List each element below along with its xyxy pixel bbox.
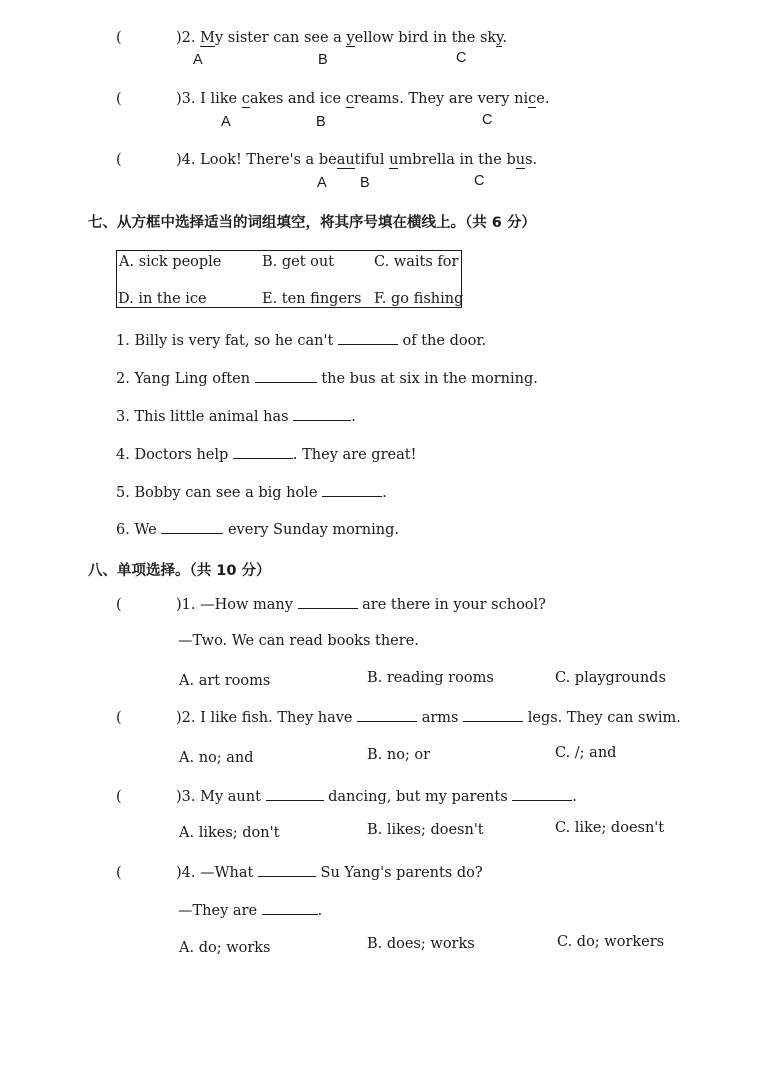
option-label-b: B (318, 52, 328, 68)
section-7-title: 七、从方框中选择适当的词组填空，将其序号填在横线上。（共 6 分） (88, 215, 536, 231)
fill-question-1: 1. Billy is very fat, so he can't of the door. (116, 333, 487, 349)
fill-question-6: 6. We every Sunday morning. (116, 522, 400, 538)
option-label-a: A (221, 114, 231, 130)
choice-option-b[interactable]: B. reading rooms (367, 670, 494, 686)
choice-option-c[interactable]: C. /; and (555, 745, 617, 761)
answer-blank[interactable] (293, 408, 351, 421)
choice-option-b[interactable]: B. no; or (367, 747, 431, 763)
fill-question-5: 5. Bobby can see a big hole . (116, 485, 387, 501)
option-label-a: A (317, 175, 327, 191)
dialogue-reply: —Two. We can read books there. (178, 633, 419, 649)
phonics-question-2: ( )2. My sister can see a yellow bird in the sky. (116, 30, 508, 46)
choice-option-b[interactable]: B. likes; doesn't (367, 822, 484, 838)
answer-blank[interactable] (463, 709, 523, 722)
answer-paren[interactable]: ( (116, 30, 122, 46)
choice-option-a[interactable]: A. art rooms (179, 673, 271, 689)
choice-option-c[interactable]: C. playgrounds (555, 670, 666, 686)
answer-paren[interactable]: ( (116, 152, 122, 168)
choice-option-b[interactable]: B. does; works (367, 936, 475, 952)
word-bank-option: C. waits for (374, 254, 459, 270)
answer-paren[interactable]: ( (116, 91, 122, 107)
answer-blank[interactable] (161, 521, 223, 534)
fill-question-2: 2. Yang Ling often the bus at six in the morning. (116, 371, 538, 387)
choice-question-1: ( )1. —How many are there in your school? (116, 597, 546, 613)
answer-blank[interactable] (233, 446, 293, 459)
word-bank-option: B. get out (262, 254, 335, 270)
word-bank-option: F. go fishing (374, 291, 464, 307)
fill-question-3: 3. This little animal has . (116, 409, 356, 425)
answer-paren[interactable]: ( (116, 789, 122, 805)
answer-blank[interactable] (322, 484, 382, 497)
answer-blank[interactable] (266, 788, 324, 801)
word-bank-option: E. ten fingers (262, 291, 362, 307)
option-label-c: C (474, 173, 485, 189)
option-label-c: C (482, 112, 493, 128)
answer-blank[interactable] (512, 788, 572, 801)
choice-question-3: ( )3. My aunt dancing, but my parents . (116, 789, 577, 805)
choice-option-c[interactable]: C. like; doesn't (555, 820, 665, 836)
phonics-question-3: ( )3. I like cakes and ice creams. They are very nice. (116, 91, 550, 107)
answer-blank[interactable] (298, 596, 358, 609)
answer-paren[interactable]: ( (116, 710, 122, 726)
answer-blank[interactable] (255, 370, 317, 383)
option-label-a: A (193, 52, 203, 68)
option-label-b: B (316, 114, 326, 130)
option-label-b: B (360, 175, 370, 191)
section-8-title: 八、单项选择。（共 10 分） (88, 563, 271, 579)
answer-paren[interactable]: ( (116, 597, 122, 613)
choice-option-a[interactable]: A. no; and (179, 750, 254, 766)
word-bank-option: A. sick people (119, 254, 222, 270)
choice-option-a[interactable]: A. likes; don't (179, 825, 280, 841)
choice-option-a[interactable]: A. do; works (179, 940, 271, 956)
choice-option-c[interactable]: C. do; workers (557, 934, 665, 950)
fill-question-4: 4. Doctors help . They are great! (116, 447, 417, 463)
choice-question-2: ( )2. I like fish. They have arms legs. They can swim. (116, 710, 681, 726)
option-label-c: C (456, 50, 467, 66)
answer-blank[interactable] (357, 709, 417, 722)
answer-blank[interactable] (258, 864, 316, 877)
choice-question-4: ( )4. —What Su Yang's parents do? (116, 865, 483, 881)
phonics-question-4: ( )4. Look! There's a beautiful umbrella in the bus. (116, 152, 538, 168)
word-bank-option: D. in the ice (118, 291, 207, 307)
answer-blank[interactable] (262, 902, 318, 915)
answer-blank[interactable] (338, 332, 398, 345)
answer-paren[interactable]: ( (116, 865, 122, 881)
dialogue-reply: —They are . (178, 903, 323, 919)
